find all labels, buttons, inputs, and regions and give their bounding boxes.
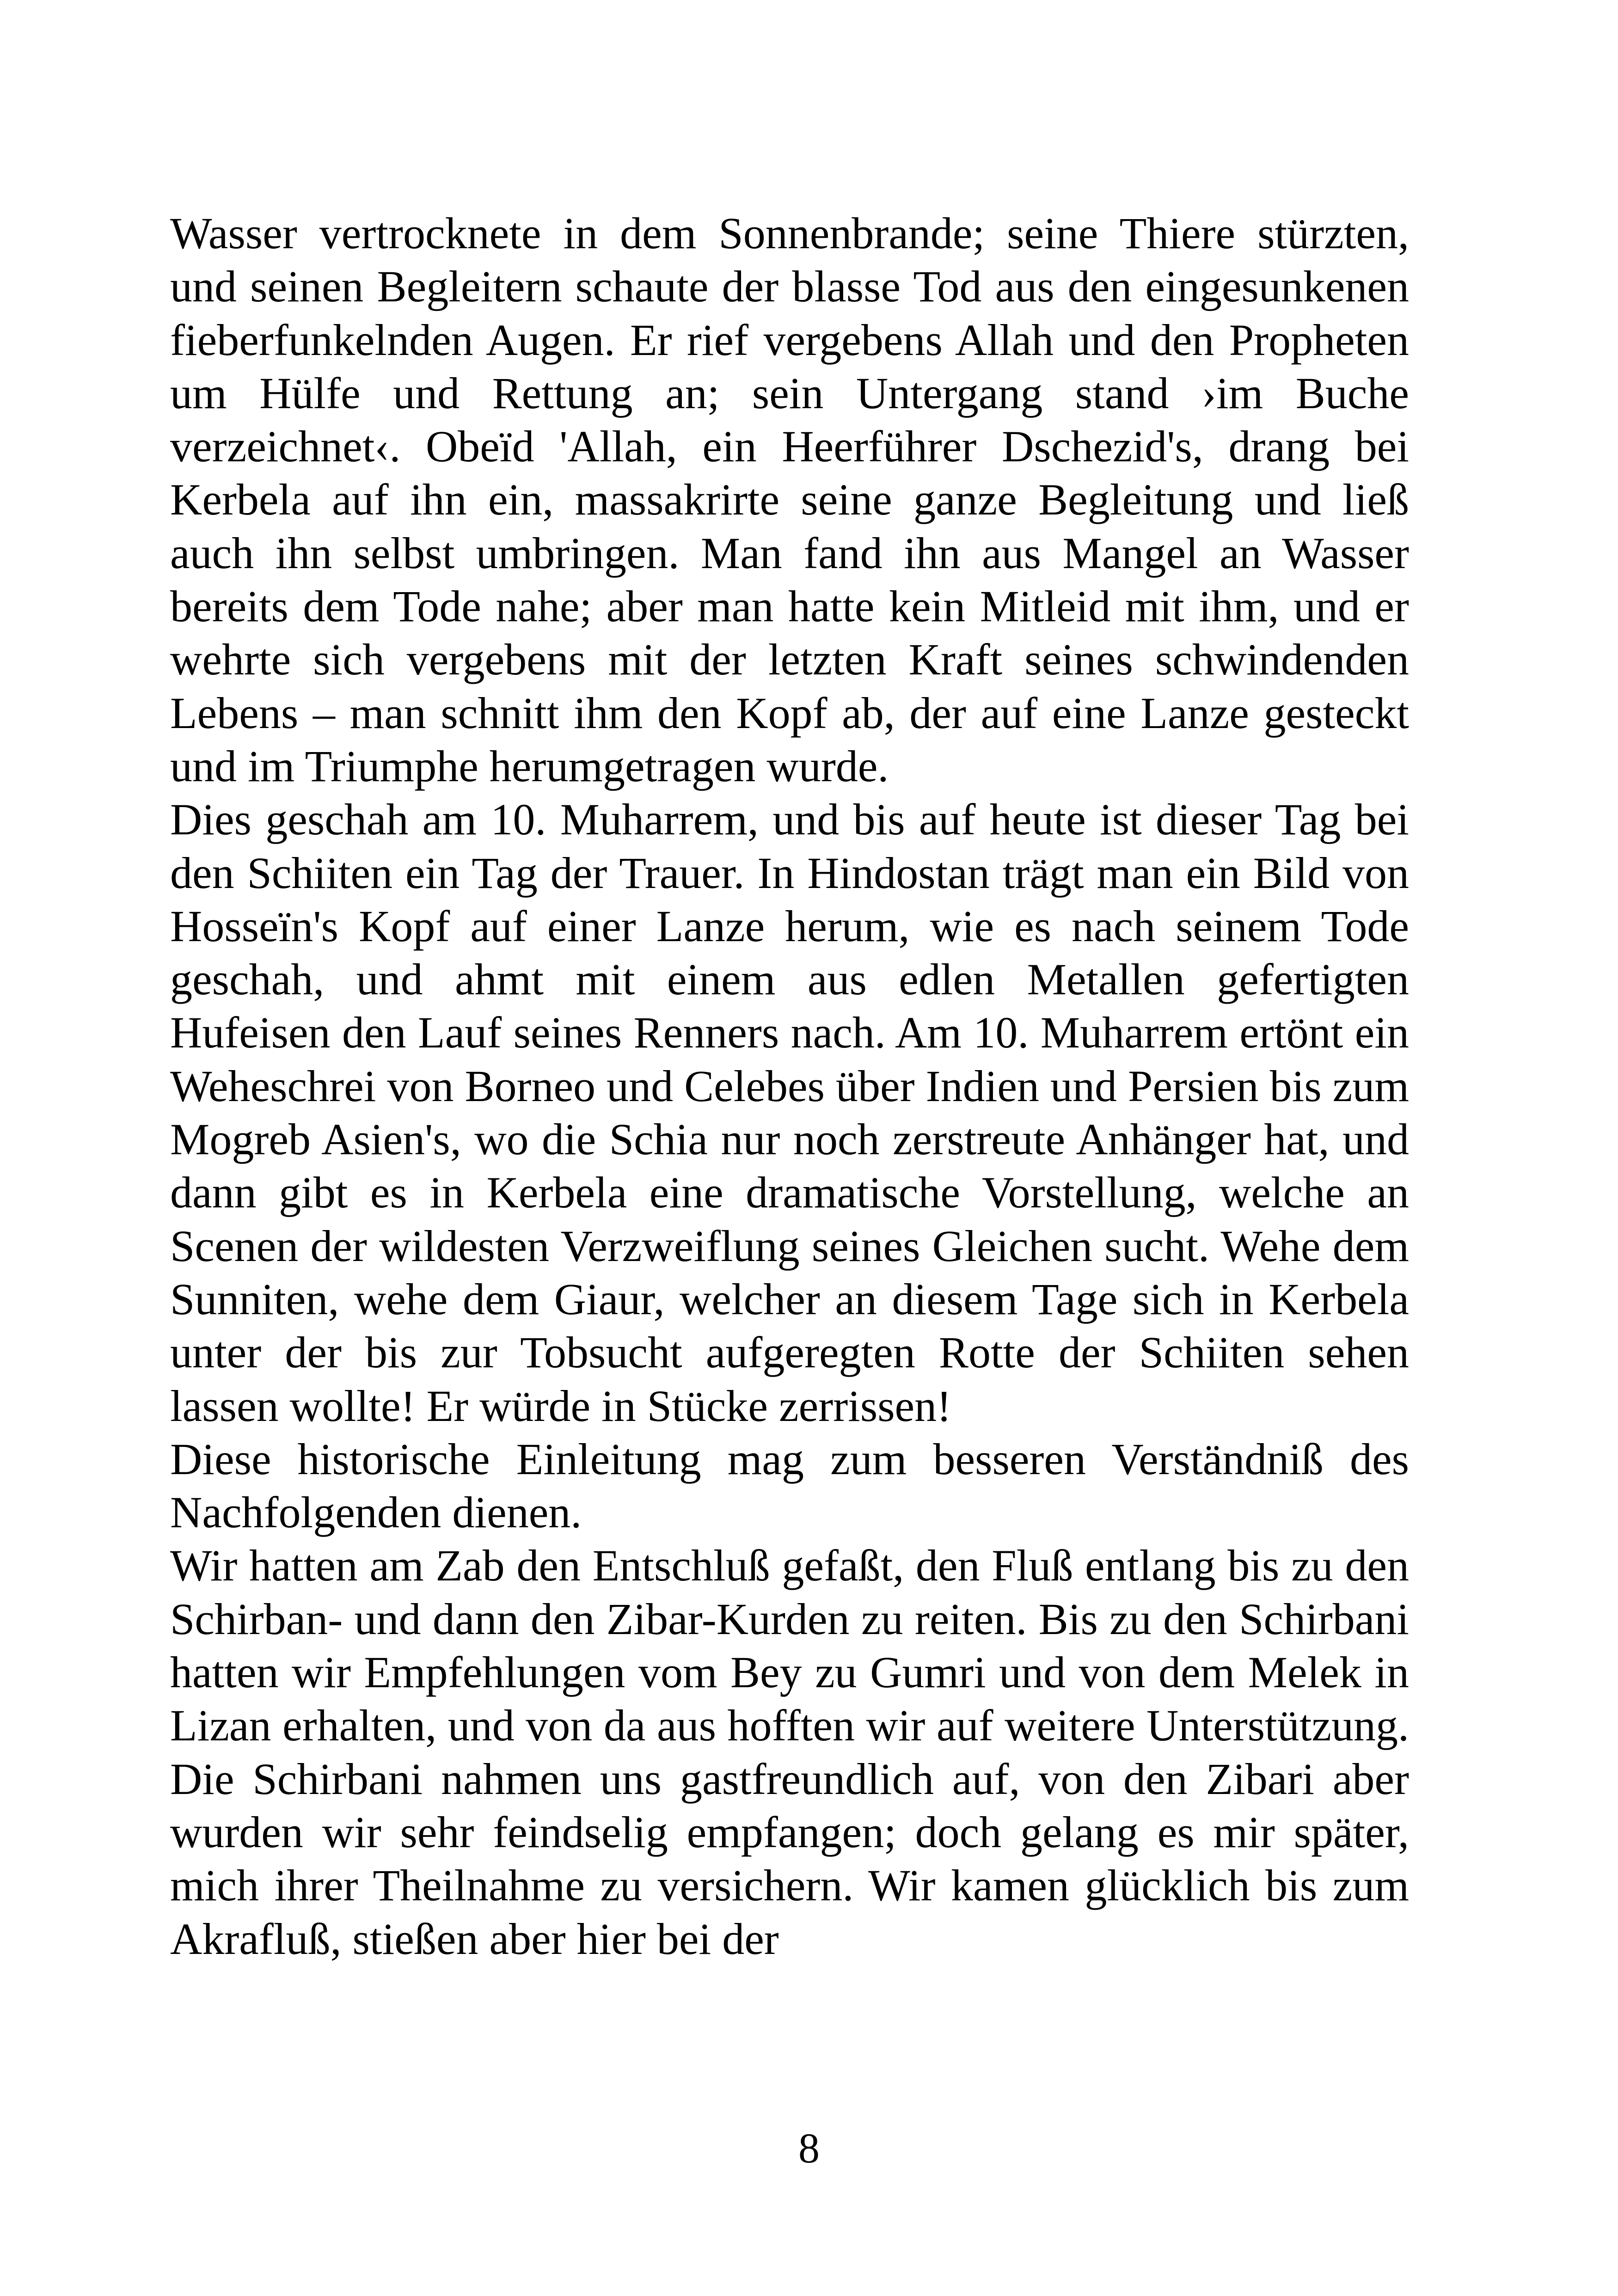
page-number: 8	[798, 2125, 820, 2172]
paragraph-1: Wasser vertrocknete in dem Sonnenbrande; seine Thiere stürzten, und seinen Begleitern schaute der blasse Tod aus den eingesunkenen fieberfunkelnden Augen. Er rief vergebens Allah und den Propheten um Hülfe und Rettung an; sein Untergang stand ›im Buche verzeichnet‹. Obeïd 'Allah, ein Heerführer Dschezid's, drang bei Kerbela auf ihn ein, massakrirte seine ganze Begleitung und ließ auch ihn selbst umbringen. Man fand ihn aus Mangel an Wasser bereits dem Tode nahe; aber man hatte kein Mitleid mit ihm, und er wehrte sich vergebens mit der letzten Kraft seines schwindenden Lebens – man schnitt ihm den Kopf ab, der auf eine Lanze gesteckt und im Triumphe herumgetragen wurde.	[170, 208, 1409, 791]
body-text	[170, 207, 1409, 1965]
paragraph-2: Dies geschah am 10. Muharrem, und bis auf heute ist dieser Tag bei den Schiiten ein Tag der Trauer. In Hindostan trägt man ein Bild von Hosseïn's Kopf auf einer Lanze herum, wie es nach seinem Tode geschah, und ahmt mit einem aus edlen Metallen gefertigten Hufeisen den Lauf seines Renners nach. Am 10. Muharrem ertönt ein Weheschrei von Borneo und Celebes über Indien und Persien bis zum Mogreb Asien's, wo die Schia nur noch zerstreute Anhänger hat, und dann gibt es in Kerbela eine dramatische Vorstellung, welche an Scenen der wildesten Verzweiflung seines Gleichen sucht. Wehe dem Sunniten, wehe dem Giaur, welcher an diesem Tage sich in Kerbela unter der bis zur Tobsucht aufgeregten Rotte der Schiiten sehen lassen wollte! Er würde in Stücke zerrissen!	[170, 795, 1409, 1431]
paragraph-4: Wir hatten am Zab den Entschluß gefaßt, den Fluß entlang bis zu den Schirban- und dann den Zibar-Kurden zu reiten. Bis zu den Schirbani hatten wir Empfehlungen vom Bey zu Gumri und von dem Melek in Lizan erhalten, und von da aus hofften wir auf weitere Unterstützung. Die Schirbani nahmen uns gastfreundlich auf, von den Zibari aber wurden wir sehr feindselig empfangen; doch gelang es mir später, mich ihrer Theilnahme zu versichern. Wir kamen glücklich bis zum Akrafluß, stießen aber hier bei der	[170, 1541, 1409, 1964]
paragraph-3: Diese historische Einleitung mag zum besseren Verständniß des Nachfolgenden dienen.	[170, 1434, 1409, 1537]
